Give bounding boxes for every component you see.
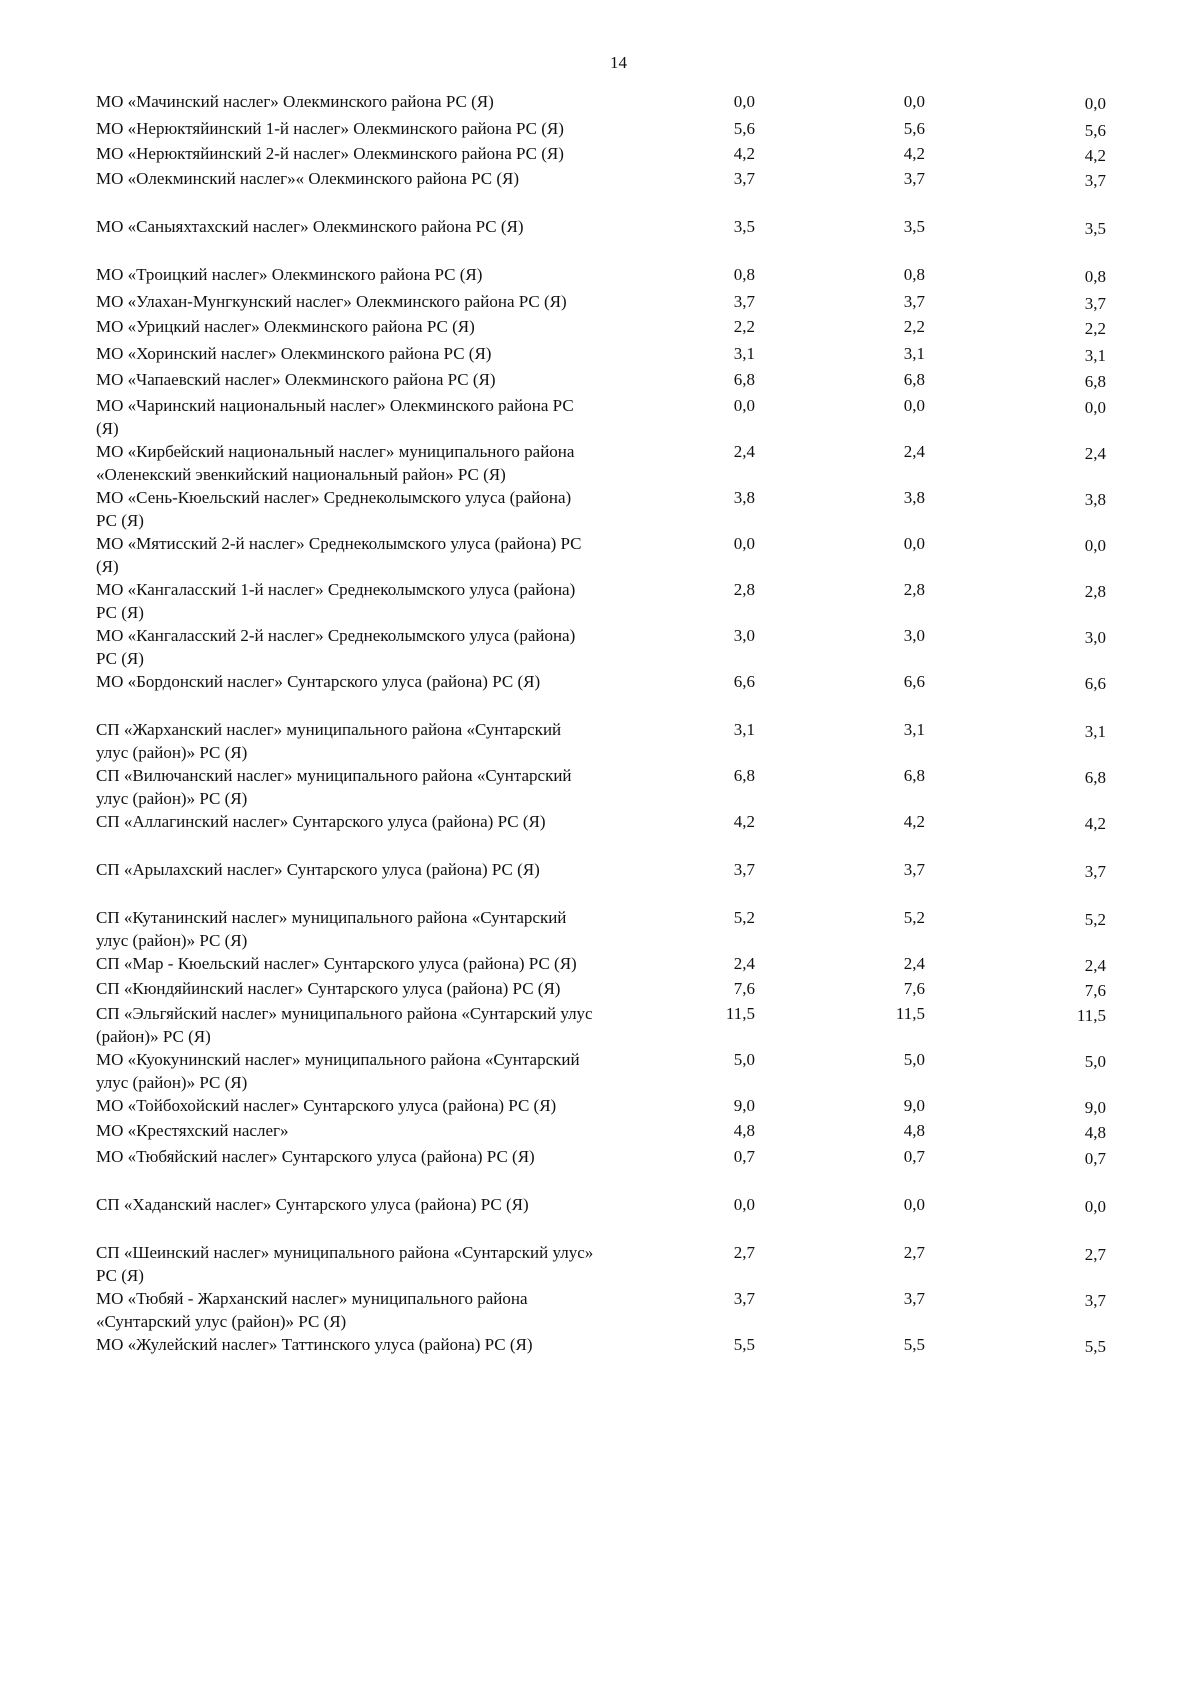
value-col-3: 2,4 xyxy=(1084,444,1106,463)
value-col-2: 4,2 xyxy=(903,144,925,163)
value-col-3: 3,1 xyxy=(1084,722,1106,741)
value-col-2: 2,4 xyxy=(903,954,925,973)
value-col-2: 5,6 xyxy=(903,119,925,138)
row-name: СП «Кюндяйинский наслег» Сунтарского улуса (района) РС (Я) xyxy=(96,979,561,998)
value-col-1: 2,7 xyxy=(733,1243,755,1262)
value-col-2: 4,2 xyxy=(903,812,925,831)
value-col-3: 3,1 xyxy=(1084,346,1106,365)
value-col-2: 5,5 xyxy=(903,1335,925,1354)
table-row xyxy=(96,440,1116,486)
table-row xyxy=(96,1333,1116,1358)
value-col-3: 3,0 xyxy=(1084,628,1106,647)
table-row xyxy=(96,1002,1116,1048)
row-name: МО «Олекминский наслег»« Олекминского района РС (Я) xyxy=(96,169,520,188)
table-row xyxy=(96,315,1116,340)
value-col-1: 0,0 xyxy=(733,92,755,111)
table-row xyxy=(96,1287,1116,1333)
value-col-1: 3,0 xyxy=(733,626,755,645)
value-col-3: 7,6 xyxy=(1084,981,1106,1000)
value-col-1: 6,8 xyxy=(733,370,755,389)
row-name: МО «Тюбяйский наслег» Сунтарского улуса (района) РС (Я) xyxy=(96,1147,535,1166)
row-name: МО «Чапаевский наслег» Олекминского района РС (Я) xyxy=(96,370,496,389)
value-col-3: 0,7 xyxy=(1084,1149,1106,1168)
data-table xyxy=(96,90,1116,1358)
value-col-3: 6,8 xyxy=(1084,768,1106,787)
value-col-2: 5,2 xyxy=(903,908,925,927)
value-col-2: 3,5 xyxy=(903,217,925,236)
row-name: СП «Жарханский наслег» муниципального района «Сунтарский улус (район)» РС (Я) xyxy=(96,720,562,762)
value-col-3: 4,2 xyxy=(1084,814,1106,833)
table-row xyxy=(96,718,1116,764)
value-col-3: 3,7 xyxy=(1084,862,1106,881)
table-row xyxy=(96,1241,1116,1287)
row-name: СП «Шеинский наслег» муниципального района «Сунтарский улус» РС (Я) xyxy=(96,1243,594,1285)
value-col-1: 0,7 xyxy=(733,1147,755,1166)
value-col-1: 0,8 xyxy=(733,265,755,284)
value-col-2: 3,7 xyxy=(903,860,925,879)
row-name: МО «Нерюктяйинский 2-й наслег» Олекминского района РС (Я) xyxy=(96,144,564,163)
value-col-2: 0,0 xyxy=(903,534,925,553)
value-col-1: 3,7 xyxy=(733,169,755,188)
table-row xyxy=(96,263,1116,288)
table-row xyxy=(96,215,1116,240)
row-name: МО «Чаринский национальный наслег» Олекминского района РС (Я) xyxy=(96,396,574,438)
value-col-1: 3,8 xyxy=(733,488,755,507)
row-name: СП «Эльгяйский наслег» муниципального района «Сунтарский улус (район)» РС (Я) xyxy=(96,1004,593,1046)
value-col-2: 2,7 xyxy=(903,1243,925,1262)
value-col-1: 0,0 xyxy=(733,534,755,553)
value-col-2: 0,7 xyxy=(903,1147,925,1166)
value-col-1: 5,0 xyxy=(733,1050,755,1069)
value-col-1: 9,0 xyxy=(733,1096,755,1115)
row-name: МО «Сень-Кюельский наслег» Среднеколымского улуса (района) РС (Я) xyxy=(96,488,572,530)
row-name: МО «Куокунинский наслег» муниципального района «Сунтарский улус (район)» РС (Я) xyxy=(96,1050,580,1092)
value-col-1: 7,6 xyxy=(733,979,755,998)
table-row xyxy=(96,368,1116,393)
value-col-2: 3,0 xyxy=(903,626,925,645)
value-col-3: 5,0 xyxy=(1084,1052,1106,1071)
value-col-3: 2,7 xyxy=(1084,1245,1106,1264)
row-name: МО «Кангаласский 2-й наслег» Среднеколымского улуса (района) РС (Я) xyxy=(96,626,576,668)
row-name: МО «Урицкий наслег» Олекминского района РС (Я) xyxy=(96,317,475,336)
row-name: СП «Мар - Кюельский наслег» Сунтарского улуса (района) РС (Я) xyxy=(96,954,577,973)
row-name: МО «Крестяхский наслег» xyxy=(96,1121,289,1140)
value-col-1: 2,8 xyxy=(733,580,755,599)
value-col-2: 2,4 xyxy=(903,442,925,461)
value-col-1: 2,2 xyxy=(733,317,755,336)
value-col-1: 3,7 xyxy=(733,1289,755,1308)
row-name: СП «Аллагинский наслег» Сунтарского улуса (района) РС (Я) xyxy=(96,812,546,831)
value-col-2: 3,8 xyxy=(903,488,925,507)
table-row xyxy=(96,578,1116,624)
value-col-1: 4,8 xyxy=(733,1121,755,1140)
value-col-3: 0,0 xyxy=(1084,1197,1106,1216)
value-col-3: 3,5 xyxy=(1084,219,1106,238)
value-col-1: 3,1 xyxy=(733,720,755,739)
value-col-1: 3,5 xyxy=(733,217,755,236)
value-col-2: 0,0 xyxy=(903,92,925,111)
value-col-1: 2,4 xyxy=(733,954,755,973)
value-col-3: 3,7 xyxy=(1084,294,1106,313)
row-name: МО «Хоринский наслег» Олекминского района РС (Я) xyxy=(96,344,492,363)
row-name: СП «Вилючанский наслег» муниципального района «Сунтарский улус (район)» РС (Я) xyxy=(96,766,572,808)
row-name: СП «Кутанинский наслег» муниципального района «Сунтарский улус (район)» РС (Я) xyxy=(96,908,567,950)
value-col-1: 0,0 xyxy=(733,1195,755,1214)
row-name: МО «Жулейский наслег» Таттинского улуса (района) РС (Я) xyxy=(96,1335,533,1354)
row-name: МО «Кангаласский 1-й наслег» Среднеколымского улуса (района) РС (Я) xyxy=(96,580,576,622)
value-col-3: 3,7 xyxy=(1084,171,1106,190)
value-col-2: 4,8 xyxy=(903,1121,925,1140)
value-col-2: 2,8 xyxy=(903,580,925,599)
row-name: МО «Тюбяй - Жарханский наслег» муниципального района «Сунтарский улус (район)» РС (Я) xyxy=(96,1289,528,1331)
row-name: МО «Мятисский 2-й наслег» Среднеколымского улуса (района) РС (Я) xyxy=(96,534,582,576)
value-col-2: 6,8 xyxy=(903,766,925,785)
value-col-2: 6,8 xyxy=(903,370,925,389)
row-name: МО «Кирбейский национальный наслег» муниципального района «Оленекский эвенкийский национальный район» РС (Я) xyxy=(96,442,575,484)
value-col-2: 11,5 xyxy=(895,1004,925,1023)
value-col-2: 0,0 xyxy=(903,1195,925,1214)
row-name: МО «Саныяхтахский наслег» Олекминского района РС (Я) xyxy=(96,217,524,236)
value-col-3: 0,0 xyxy=(1084,94,1106,113)
value-col-2: 2,2 xyxy=(903,317,925,336)
value-col-3: 0,0 xyxy=(1084,536,1106,555)
row-name: МО «Бордонский наслег» Сунтарского улуса (района) РС (Я) xyxy=(96,672,541,691)
value-col-3: 3,8 xyxy=(1084,490,1106,509)
value-col-3: 5,5 xyxy=(1084,1337,1106,1356)
value-col-2: 3,7 xyxy=(903,1289,925,1308)
value-col-1: 6,8 xyxy=(733,766,755,785)
table-row xyxy=(96,117,1116,142)
table-row xyxy=(96,952,1116,977)
row-name: МО «Улахан-Мунгкунский наслег» Олекминского района РС (Я) xyxy=(96,292,567,311)
value-col-1: 6,6 xyxy=(733,672,755,691)
table-row xyxy=(96,1145,1116,1170)
table-row xyxy=(96,810,1116,835)
table-row xyxy=(96,90,1116,115)
value-col-3: 6,8 xyxy=(1084,372,1106,391)
row-name: МО «Троицкий наслег» Олекминского района РС (Я) xyxy=(96,265,483,284)
value-col-3: 6,6 xyxy=(1084,674,1106,693)
value-col-3: 4,2 xyxy=(1084,146,1106,165)
table-row xyxy=(96,1193,1116,1218)
value-col-1: 3,7 xyxy=(733,292,755,311)
value-col-1: 11,5 xyxy=(725,1004,755,1023)
value-col-1: 5,5 xyxy=(733,1335,755,1354)
row-name: МО «Нерюктяйинский 1-й наслег» Олекминского района РС (Я) xyxy=(96,119,564,138)
value-col-1: 3,1 xyxy=(733,344,755,363)
row-name: МО «Мачинский наслег» Олекминского района РС (Я) xyxy=(96,92,494,111)
row-name: МО «Тойбохойский наслег» Сунтарского улуса (района) РС (Я) xyxy=(96,1096,557,1115)
table-row xyxy=(96,167,1116,192)
value-col-3: 2,4 xyxy=(1084,956,1106,975)
table-row xyxy=(96,858,1116,883)
value-col-3: 9,0 xyxy=(1084,1098,1106,1117)
table-row xyxy=(96,486,1116,532)
value-col-2: 3,7 xyxy=(903,292,925,311)
table-row xyxy=(96,342,1116,367)
value-col-2: 6,6 xyxy=(903,672,925,691)
value-col-2: 0,0 xyxy=(903,396,925,415)
value-col-3: 5,2 xyxy=(1084,910,1106,929)
value-col-1: 4,2 xyxy=(733,144,755,163)
value-col-1: 5,6 xyxy=(733,119,755,138)
table-row xyxy=(96,670,1116,695)
table-row xyxy=(96,394,1116,440)
table-row xyxy=(96,1048,1116,1094)
value-col-2: 7,6 xyxy=(903,979,925,998)
value-col-3: 4,8 xyxy=(1084,1123,1106,1142)
value-col-2: 0,8 xyxy=(903,265,925,284)
value-col-2: 3,7 xyxy=(903,169,925,188)
value-col-3: 2,8 xyxy=(1084,582,1106,601)
table-row xyxy=(96,142,1116,167)
value-col-3: 2,2 xyxy=(1084,319,1106,338)
value-col-1: 2,4 xyxy=(733,442,755,461)
row-name: СП «Хаданский наслег» Сунтарского улуса (района) РС (Я) xyxy=(96,1195,529,1214)
value-col-1: 4,2 xyxy=(733,812,755,831)
table-row xyxy=(96,764,1116,810)
value-col-3: 0,8 xyxy=(1084,267,1106,286)
row-name: СП «Арылахский наслег» Сунтарского улуса (района) РС (Я) xyxy=(96,860,540,879)
value-col-1: 0,0 xyxy=(733,396,755,415)
value-col-2: 3,1 xyxy=(903,344,925,363)
table-row xyxy=(96,1119,1116,1144)
value-col-2: 5,0 xyxy=(903,1050,925,1069)
value-col-1: 5,2 xyxy=(733,908,755,927)
table-row xyxy=(96,906,1116,952)
value-col-3: 3,7 xyxy=(1084,1291,1106,1310)
table-row xyxy=(96,624,1116,670)
value-col-2: 9,0 xyxy=(903,1096,925,1115)
page-number: 14 xyxy=(610,53,627,72)
value-col-3: 11,5 xyxy=(1076,1006,1106,1025)
value-col-3: 5,6 xyxy=(1084,121,1106,140)
table-row xyxy=(96,532,1116,578)
table-row xyxy=(96,1094,1116,1119)
table-row xyxy=(96,977,1116,1002)
value-col-1: 3,7 xyxy=(733,860,755,879)
value-col-3: 0,0 xyxy=(1084,398,1106,417)
table-row xyxy=(96,290,1116,315)
value-col-2: 3,1 xyxy=(903,720,925,739)
